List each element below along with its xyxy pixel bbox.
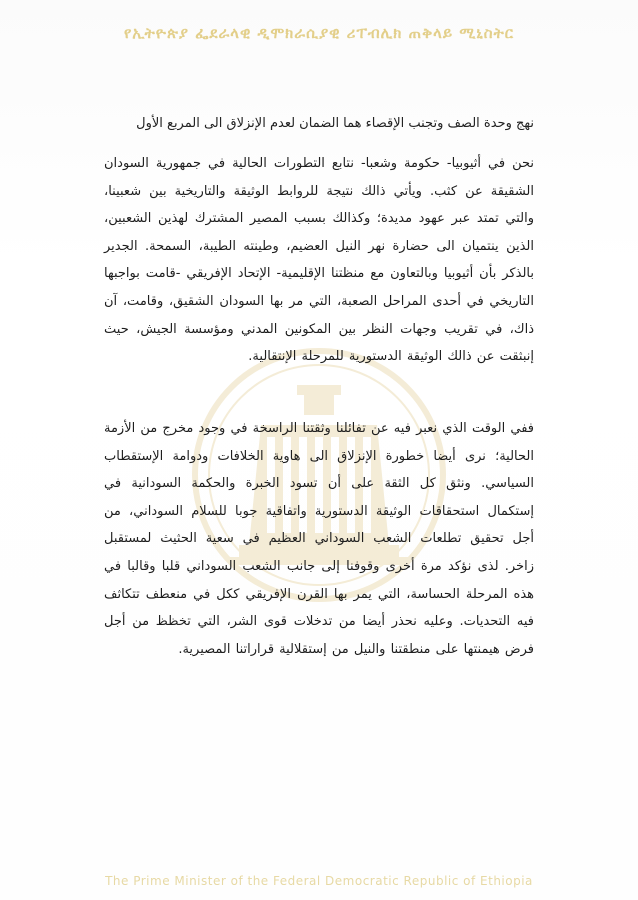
letterhead-title: የኢትዮጵያ ፌደራላዊ ዲሞክራሲያዊ ሪፐብሊክ ጠቅላይ ሚኒስትር	[123, 24, 515, 42]
body-paragraph-1: نحن في أثيوبيا- حكومة وشعبا- نتابع التطورات الحالية في جمهورية السودان الشقيقة عن كثب. ويأتي ذالك نتيجة للروابط الوثيقة والتاريخية بين شعبينا، والتي تمتد عبر عهود مديدة؛ وكذالك بسبب المصير المشترك لهذين الشعبين، الذين ينتميان الى حضارة نهر النيل العضيم، وطينته الطيبة، السمحة. الجدير بالذكر بأن أثيوبيا وبالتعاون مع منظتنا الإقليمية- الإتحاد الإفريقي -قامت بواجبها التاريخي في أحدى المراحل الصعبة، التي مر بها السودان الشقيق، وقامت، آن ذاك، في تقريب وجهات النظر بين المكونين المدني ومؤسسة الجيش، حيث إنبثقت عن ذالك الوثيقة الدستورية للمرحلة الإنتقالية.	[104, 156, 534, 365]
body-paragraph-2: ففي الوقت الذي نعبر فيه عن تفائلنا وثقتنا الراسخة في وجود مخرج من الأزمة الحالية؛ نرى أيضا خطورة الإنزلاق الى هاوية الخلافات ودوامة الإستقطاب السياسي. ونثق كل الثقة على أن تسود الخبرة والحكمة السودانية في إستكمال استحقاقات الوثيقة الدستورية واتفاقية جوبا للسلام السوداني، من أجل تحقيق تطلعات الشعب السوداني العظيم في سعية الحثيث لمستقبل زاخر. لذى نؤكد مرة أخرى وقوفنا إلى جانب الشعب السوداني قلبا وقالبا في هذه المرحلة الحساسة، التي يمر بها القرن الإفريقي ككل في منعطف تتكاثف فيه التحديات. وعليه نحذر أيضا من تدخلات قوى الشر، التي تخظظ من أجل فرض هيمنتها على منطقتنا والنيل من إستقلالية قراراتنا المصيرية.	[104, 421, 534, 657]
document-heading: نهج وحدة الصف وتجنب الإقصاء هما الضمان لعدم الإنزلاق الى المربع الأول	[136, 116, 534, 131]
footer-office-name: The Prime Minister of the Federal Democratic Republic of Ethiopia	[105, 874, 533, 888]
